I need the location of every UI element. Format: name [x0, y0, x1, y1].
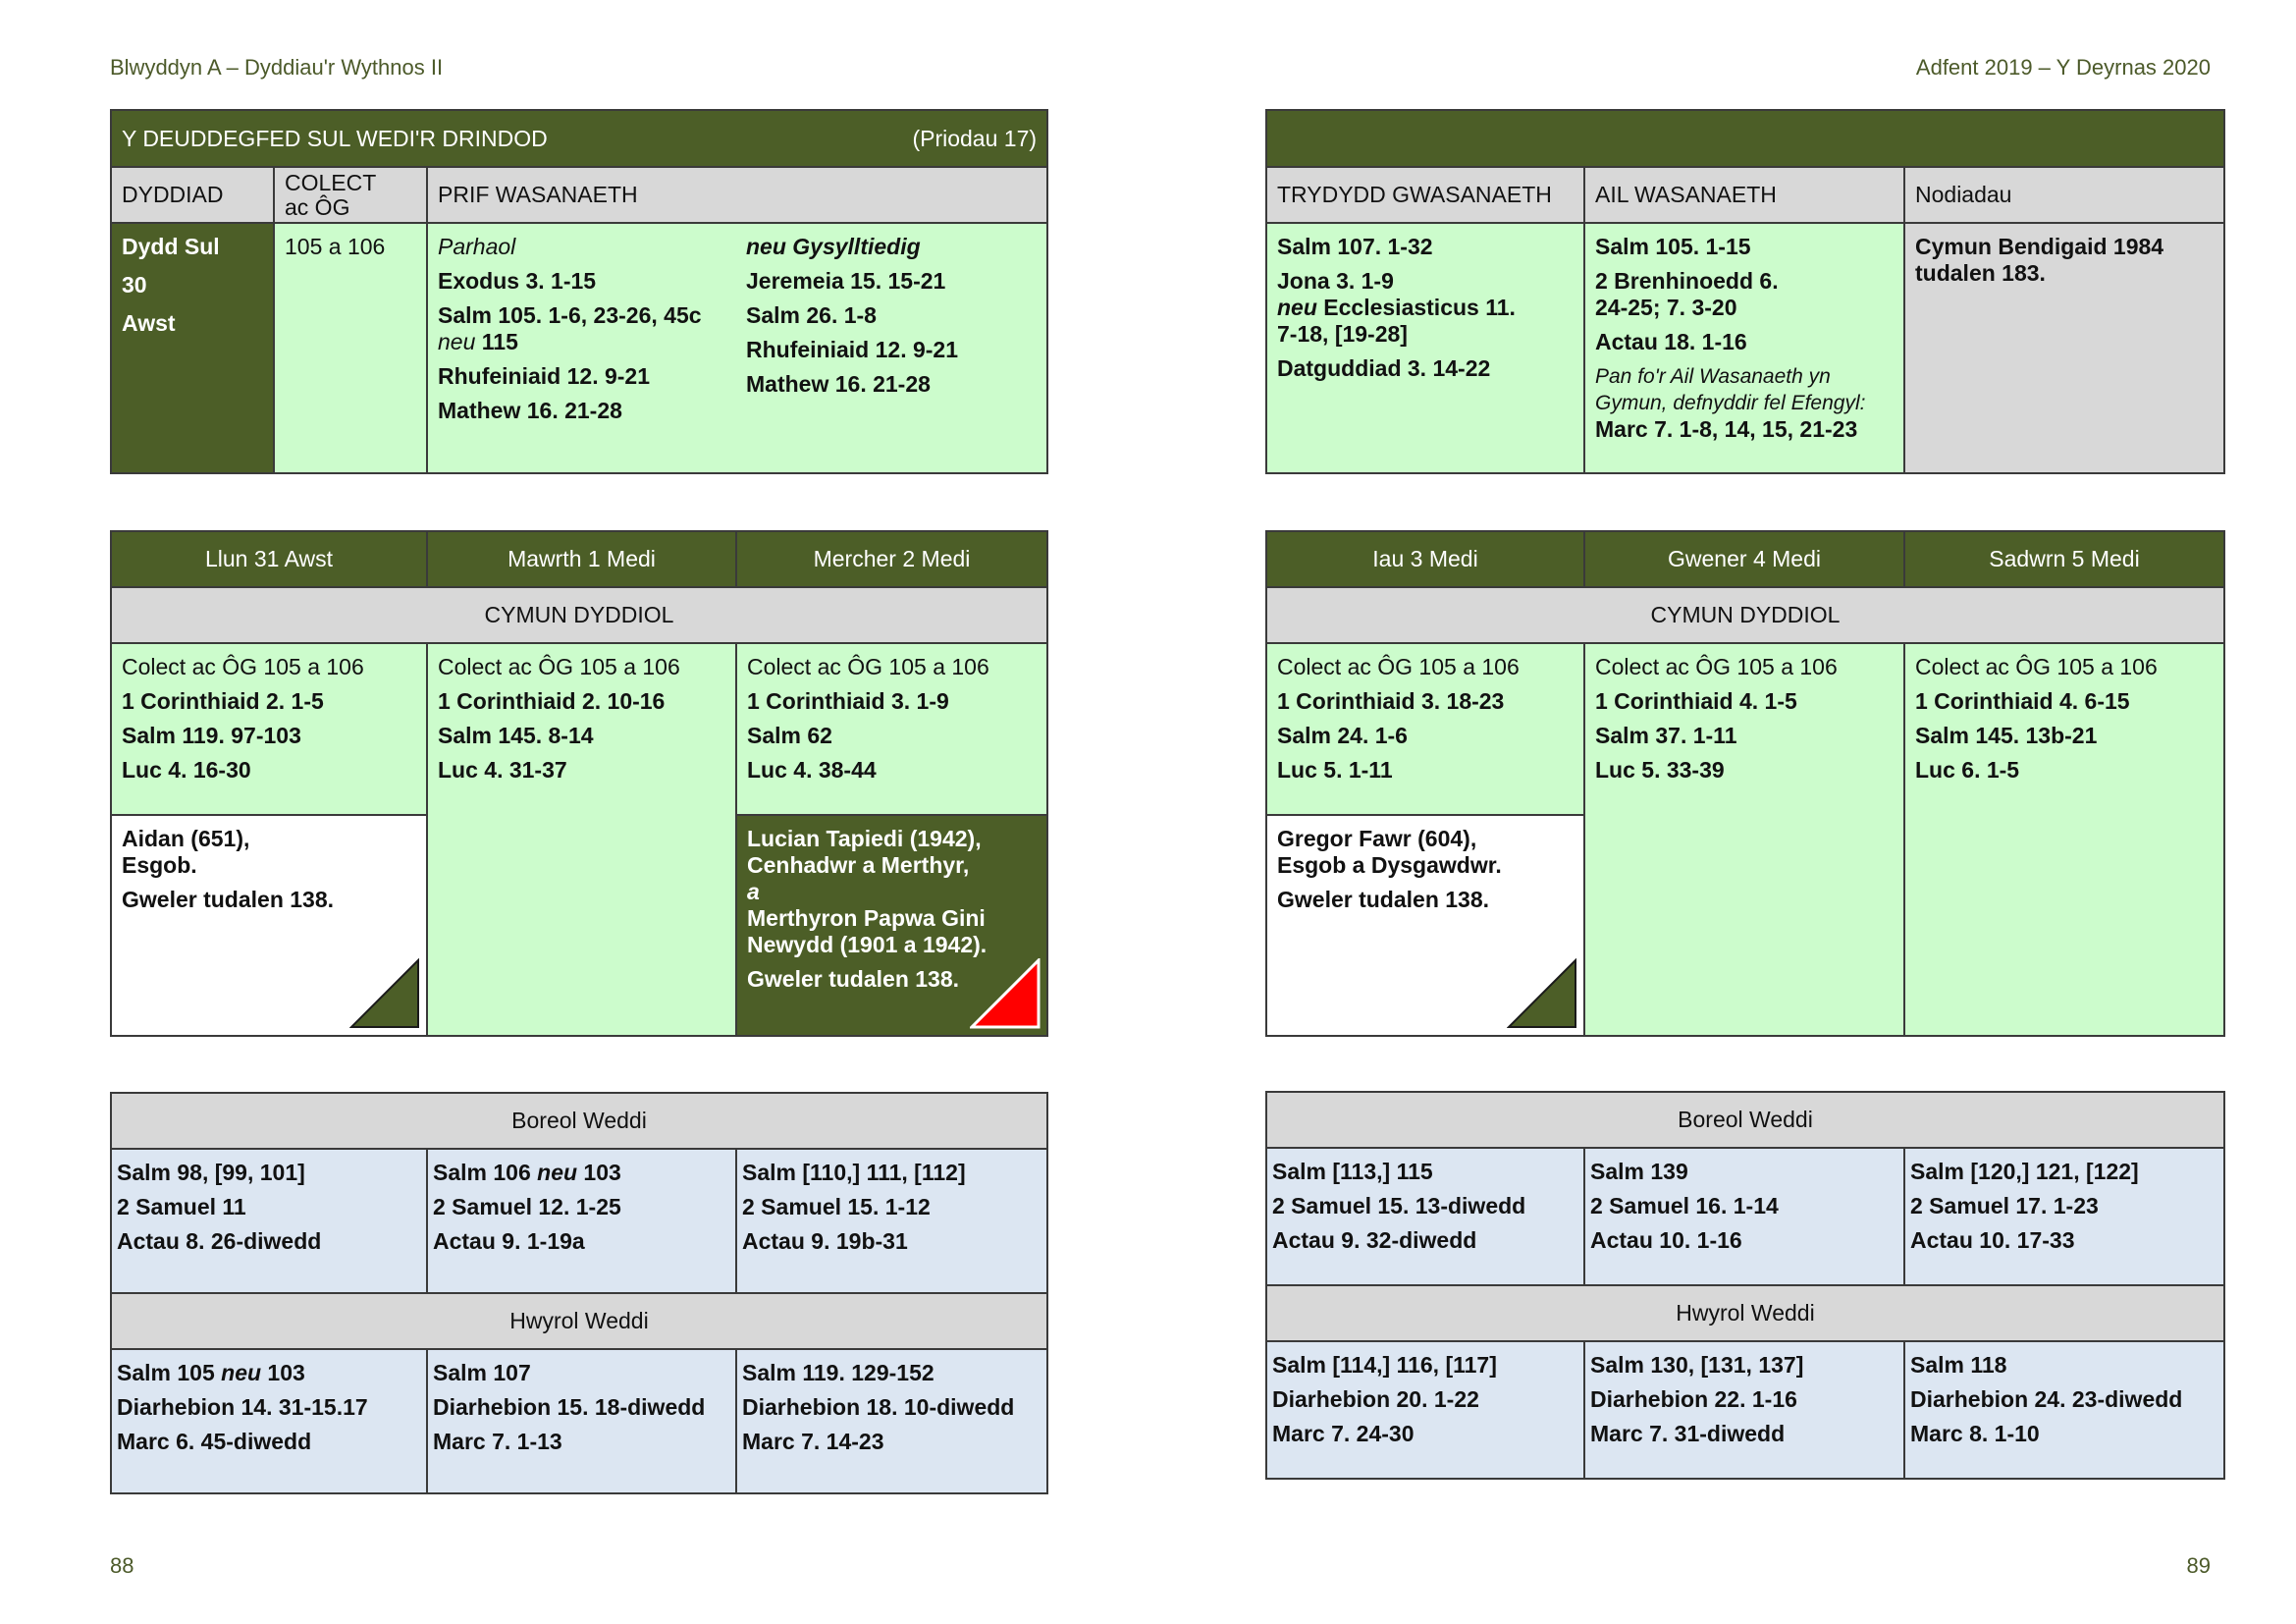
reading: Salm 105. 1-6, 23-26, 45c — [438, 302, 702, 328]
reading: Rhufeiniaid 12. 9-21 — [438, 363, 651, 389]
eucharist-title: CYMUN DYDDIOL — [111, 587, 1047, 643]
reading: Salm 119. 97-103 — [122, 723, 301, 748]
psalm: Salm 98, [99, 101] — [117, 1160, 305, 1185]
evening-cell-thu — [1266, 1341, 1584, 1479]
reading: Actau 9. 32-diwedd — [1272, 1227, 1477, 1253]
notes-cell — [1904, 223, 2224, 473]
reading: 2 Samuel 11 — [117, 1194, 246, 1219]
col-head-collect: COLECT ac ÔG — [274, 167, 427, 223]
morning-cell-wed — [736, 1149, 1047, 1293]
see-page: Gweler tudalen 138. — [122, 887, 335, 912]
psalm: Salm 139 — [1590, 1159, 1688, 1184]
reading: 2 Brenhinoedd 6. — [1595, 268, 1779, 294]
running-header-right: Adfent 2019 – Y Deyrnas 2020 — [1915, 55, 2211, 80]
psalm: Salm 130, [131, 137] — [1590, 1352, 1804, 1378]
collect-line: Colect ac ÔG 105 a 106 — [438, 654, 680, 679]
reading: neu 115 — [438, 329, 518, 354]
reading: 1 Corinthiaid 3. 18-23 — [1277, 688, 1505, 714]
reading: 1 Corinthiaid 2. 1-5 — [122, 688, 324, 714]
eucharist-cell-sat — [1904, 643, 2224, 1036]
commemoration-mon — [111, 815, 427, 1036]
reading: Jeremeia 15. 15-21 — [746, 268, 946, 294]
sunday-table-right — [1265, 109, 2225, 474]
weekday-table-right — [1265, 530, 2225, 1037]
reading: Jona 3. 1-9 — [1277, 268, 1394, 294]
related-heading: neu Gysylltiedig — [746, 234, 921, 259]
day-header-mon: Llun 31 Awst — [111, 531, 427, 587]
col-head-third: TRYDYDD GWASANAETH — [1266, 167, 1584, 223]
reading: 2 Samuel 17. 1-23 — [1910, 1193, 2099, 1218]
commemoration-name: Gregor Fawr (604), — [1277, 826, 1477, 851]
reading: Marc 7. 24-30 — [1272, 1421, 1415, 1446]
see-page: Gweler tudalen 138. — [747, 966, 960, 992]
reading: Marc 7. 14-23 — [742, 1429, 884, 1454]
red-corner-icon — [970, 958, 1041, 1029]
reading: Rhufeiniaid 12. 9-21 — [746, 337, 959, 362]
reading: Salm 26. 1-8 — [746, 302, 877, 328]
reading: Marc 7. 31-diwedd — [1590, 1421, 1786, 1446]
reading: 1 Corinthiaid 4. 1-5 — [1595, 688, 1797, 714]
third-service-readings — [1266, 223, 1584, 473]
sunday-title-note: (Priodau 17) — [912, 125, 1038, 151]
service-note: Gymun, defnyddir fel Efengyl: — [1595, 392, 1866, 414]
morning-cell-tue — [427, 1149, 736, 1293]
psalm: Salm 105 neu 103 — [117, 1360, 305, 1385]
evening-prayer-title: Hwyrol Weddi — [111, 1293, 1047, 1349]
evening-cell-tue — [427, 1349, 736, 1493]
reading: Marc 7. 1-13 — [433, 1429, 562, 1454]
morning-cell-sat — [1904, 1148, 2224, 1285]
reading: Datguddiad 3. 14-22 — [1277, 355, 1491, 381]
reading: Actau 10. 17-33 — [1910, 1227, 2075, 1253]
reading: Salm 145. 13b-21 — [1915, 723, 2098, 748]
reading: 7-18, [19-28] — [1277, 321, 1408, 347]
reading: 2 Samuel 15. 1-12 — [742, 1194, 931, 1219]
col-head-day: DYDDIAD — [111, 167, 274, 223]
psalm: Salm [114,] 116, [117] — [1272, 1352, 1497, 1378]
reading: Marc 6. 45-diwedd — [117, 1429, 312, 1454]
reading: Mathew 16. 21-28 — [438, 398, 622, 423]
psalm: Salm 118 — [1910, 1352, 2007, 1378]
second-service-readings — [1584, 223, 1904, 473]
reading: Actau 8. 26-diwedd — [117, 1228, 322, 1254]
commemoration-wed — [736, 815, 1047, 1036]
reading: 2 Samuel 12. 1-25 — [433, 1194, 621, 1219]
related-readings — [736, 223, 1047, 473]
commemoration-title: Esgob a Dysgawdwr. — [1277, 852, 1502, 878]
collect-line: Colect ac ÔG 105 a 106 — [1277, 654, 1520, 679]
psalm: Salm [120,] 121, [122] — [1910, 1159, 2139, 1184]
day-header-wed: Mercher 2 Medi — [736, 531, 1047, 587]
reading: Marc 7. 1-8, 14, 15, 21-23 — [1595, 416, 1858, 442]
reading: Exodus 3. 1-15 — [438, 268, 597, 294]
sunday-collect-cell — [274, 223, 427, 473]
reading: Luc 5. 33-39 — [1595, 757, 1725, 783]
sunday-title: Y DEUDDEGFED SUL WEDI'R DRINDOD — [122, 125, 548, 151]
commemoration-thu — [1266, 815, 1584, 1036]
reading: Diarhebion 22. 1-16 — [1590, 1386, 1797, 1412]
psalm: Salm 119. 129-152 — [742, 1360, 934, 1385]
continuous-heading: Parhaol — [438, 234, 516, 259]
reading: Actau 9. 1-19a — [433, 1228, 585, 1254]
psalm: Salm [113,] 115 — [1272, 1159, 1433, 1184]
reading: 1 Corinthiaid 3. 1-9 — [747, 688, 949, 714]
day-header-tue: Mawrth 1 Medi — [427, 531, 736, 587]
commemoration-and: a — [747, 879, 760, 904]
reading: Luc 4. 16-30 — [122, 757, 251, 783]
page-number-right: 89 — [2186, 1553, 2211, 1578]
psalm: Salm 107 — [433, 1360, 531, 1385]
collect-ref: 105 a 106 — [285, 234, 386, 259]
evening-cell-sat — [1904, 1341, 2224, 1479]
reading: Luc 5. 1-11 — [1277, 757, 1393, 783]
sunday-title-bar — [111, 110, 1047, 167]
sunday-table-left — [110, 109, 1048, 474]
evening-prayer-title: Hwyrol Weddi — [1266, 1285, 2224, 1341]
reading: Salm 105. 1-15 — [1595, 234, 1751, 259]
eucharist-cell-wed — [736, 643, 1047, 815]
morning-prayer-title: Boreol Weddi — [1266, 1092, 2224, 1148]
evening-cell-mon — [111, 1349, 427, 1493]
day-header-sat: Sadwrn 5 Medi — [1904, 531, 2224, 587]
morning-cell-fri — [1584, 1148, 1904, 1285]
day-header-fri: Gwener 4 Medi — [1584, 531, 1904, 587]
weekday-table-left — [110, 530, 1048, 1037]
reading: Diarhebion 24. 23-diwedd — [1910, 1386, 2183, 1412]
commemoration-name: Aidan (651), — [122, 826, 250, 851]
day-header-thu: Iau 3 Medi — [1266, 531, 1584, 587]
reading: Salm 37. 1-11 — [1595, 723, 1737, 748]
continuous-readings — [427, 223, 736, 473]
date-month: Awst — [122, 310, 176, 336]
collect-line: Colect ac ÔG 105 a 106 — [747, 654, 989, 679]
col-head-principal: PRIF WASANAETH — [427, 167, 1047, 223]
reading: Diarhebion 20. 1-22 — [1272, 1386, 1479, 1412]
eucharist-title: CYMUN DYDDIOL — [1266, 587, 2224, 643]
service-note: Pan fo'r Ail Wasanaeth yn — [1595, 365, 1831, 388]
morning-prayer-title: Boreol Weddi — [111, 1093, 1047, 1149]
reading: 24-25; 7. 3-20 — [1595, 295, 1737, 320]
reading: Diarhebion 18. 10-diwedd — [742, 1394, 1015, 1420]
reading: Luc 4. 31-37 — [438, 757, 567, 783]
commemoration-name: Lucian Tapiedi (1942), — [747, 826, 982, 851]
morning-cell-mon — [111, 1149, 427, 1293]
reading: Luc 6. 1-5 — [1915, 757, 2020, 783]
commemoration-title: Esgob. — [122, 852, 197, 878]
office-table-right — [1265, 1091, 2225, 1480]
office-table-left — [110, 1092, 1048, 1494]
reading: 2 Samuel 16. 1-14 — [1590, 1193, 1779, 1218]
evening-cell-fri — [1584, 1341, 1904, 1479]
reading: 2 Samuel 15. 13-diwedd — [1272, 1193, 1526, 1218]
see-page: Gweler tudalen 138. — [1277, 887, 1490, 912]
evening-cell-wed — [736, 1349, 1047, 1493]
psalm: Salm 106 neu 103 — [433, 1160, 621, 1185]
green-corner-icon — [1507, 958, 1577, 1029]
reading: Diarhebion 14. 31-15.17 — [117, 1394, 368, 1420]
reading: Marc 8. 1-10 — [1910, 1421, 2040, 1446]
commemoration-name: Newydd (1901 a 1942). — [747, 932, 988, 957]
col-head-second: AIL WASANAETH — [1584, 167, 1904, 223]
reading: 1 Corinthiaid 4. 6-15 — [1915, 688, 2130, 714]
reading: Salm 24. 1-6 — [1277, 723, 1408, 748]
collect-line: Colect ac ÔG 105 a 106 — [1595, 654, 1838, 679]
notes-text: Cymun Bendigaid 1984 tudalen 183. — [1915, 234, 2164, 286]
eucharist-cell-fri — [1584, 643, 1904, 1036]
page-number-left: 88 — [110, 1553, 134, 1578]
eucharist-cell-tue — [427, 643, 736, 1036]
date-day: Dydd Sul — [122, 234, 220, 259]
reading: Actau 18. 1-16 — [1595, 329, 1747, 354]
collect-line: Colect ac ÔG 105 a 106 — [1915, 654, 2158, 679]
reading: neu Ecclesiasticus 11. — [1277, 295, 1516, 320]
col-head-notes: Nodiadau — [1904, 167, 2224, 223]
running-header-left: Blwyddyn A – Dyddiau'r Wythnos II — [110, 55, 444, 80]
reading: 1 Corinthiaid 2. 10-16 — [438, 688, 666, 714]
reading: Salm 145. 8-14 — [438, 723, 594, 748]
eucharist-cell-mon — [111, 643, 427, 815]
date-number: 30 — [122, 272, 147, 298]
commemoration-name: Merthyron Papwa Gini — [747, 905, 986, 931]
psalm: Salm [110,] 111, [112] — [742, 1160, 966, 1185]
reading: Actau 9. 19b-31 — [742, 1228, 908, 1254]
reading: Luc 4. 38-44 — [747, 757, 877, 783]
morning-cell-thu — [1266, 1148, 1584, 1285]
green-corner-icon — [349, 958, 420, 1029]
collect-line: Colect ac ÔG 105 a 106 — [122, 654, 364, 679]
sunday-date-cell — [111, 223, 274, 473]
reading: Salm 107. 1-32 — [1277, 234, 1433, 259]
reading: Actau 10. 1-16 — [1590, 1227, 1742, 1253]
reading: Salm 62 — [747, 723, 832, 748]
eucharist-cell-thu — [1266, 643, 1584, 815]
commemoration-title: Cenhadwr a Merthyr, — [747, 852, 970, 878]
reading: Mathew 16. 21-28 — [746, 371, 931, 397]
sunday-title-bar-right — [1266, 110, 2224, 167]
reading: Diarhebion 15. 18-diwedd — [433, 1394, 706, 1420]
